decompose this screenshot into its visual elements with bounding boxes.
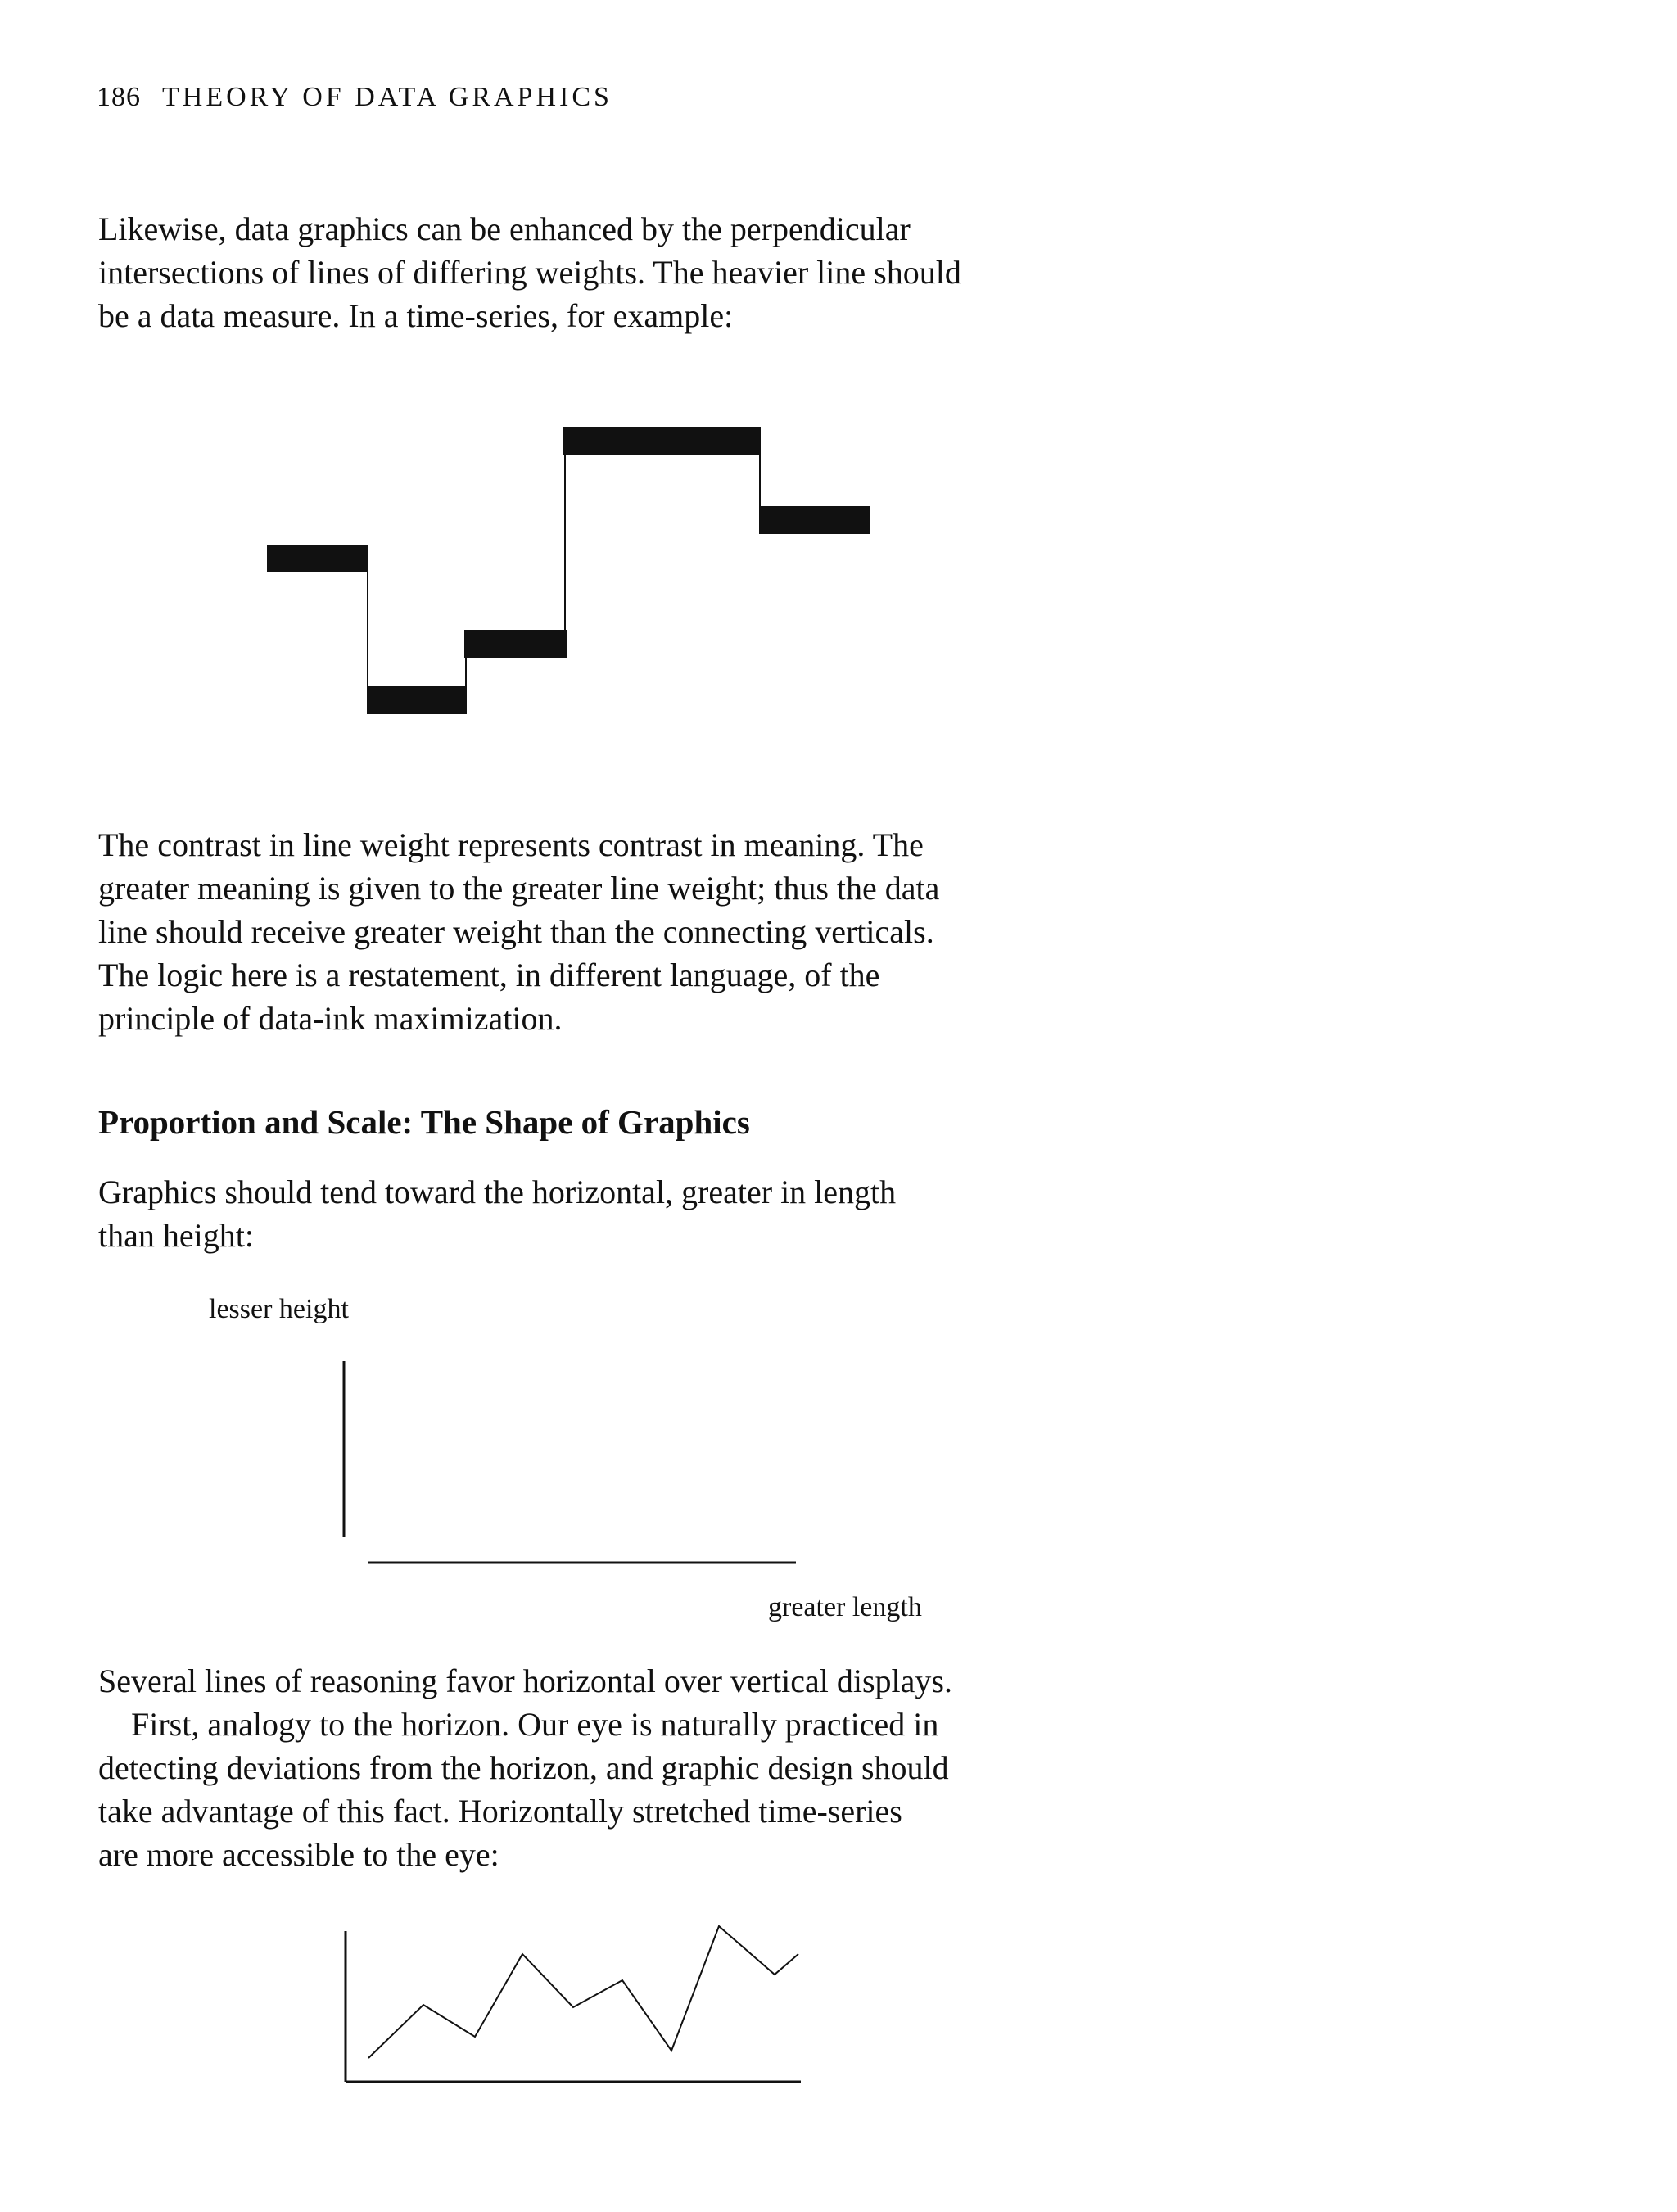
text-line: Likewise, data graphics can be enhanced by the perpendicular xyxy=(98,210,911,247)
paragraph-horizontal xyxy=(98,1170,896,1257)
text-line: take advantage of this fact. Horizontally stretched time-series xyxy=(98,1793,902,1830)
paragraph-intro xyxy=(98,207,961,337)
text-line: than height: xyxy=(98,1217,254,1254)
step-segment xyxy=(267,545,368,572)
text-line: are more accessible to the eye: xyxy=(98,1836,499,1873)
time-series-figure xyxy=(336,1916,811,2101)
paragraph-reasoning xyxy=(98,1659,952,1876)
shape-figure-svg xyxy=(205,1290,942,1634)
lesser-height-label: lesser height xyxy=(209,1294,349,1324)
step-segment xyxy=(464,630,567,658)
text-line: greater meaning is given to the greater line weight; thus the data xyxy=(98,870,940,907)
text-line: Several lines of reasoning favor horizontal over vertical displays. xyxy=(98,1662,952,1699)
text-line: First, analogy to the horizon. Our eye is naturally practiced in xyxy=(131,1706,939,1743)
step-segment xyxy=(759,506,870,534)
running-head xyxy=(97,82,612,113)
ts-series-line xyxy=(368,1926,798,2058)
step-chart-figure xyxy=(262,422,884,729)
step-segment xyxy=(367,686,467,714)
text-line: be a data measure. In a time-series, for example: xyxy=(98,297,734,334)
step-chart-svg xyxy=(262,422,884,725)
text-line: The logic here is a restatement, in different language, of the xyxy=(98,957,880,993)
text-line: line should receive greater weight than the connecting verticals. xyxy=(98,913,934,950)
section-heading: Proportion and Scale: The Shape of Graphics xyxy=(98,1103,750,1141)
text-line: principle of data-ink maximization. xyxy=(98,1000,563,1037)
shape-figure xyxy=(205,1290,942,1638)
text-line: intersections of lines of differing weights. The heavier line should xyxy=(98,254,961,291)
greater-length-label: greater length xyxy=(768,1592,922,1622)
time-series-svg xyxy=(336,1916,811,2097)
page-number: 186 xyxy=(97,82,141,112)
step-segment xyxy=(563,427,761,455)
paragraph-line-weight xyxy=(98,823,939,1040)
text-line: detecting deviations from the horizon, and graphic design should xyxy=(98,1749,949,1786)
text-line: The contrast in line weight represents contrast in meaning. The xyxy=(98,826,924,863)
text-line: Graphics should tend toward the horizontal, greater in length xyxy=(98,1174,897,1210)
running-head-title: THEORY OF DATA GRAPHICS xyxy=(162,82,612,112)
